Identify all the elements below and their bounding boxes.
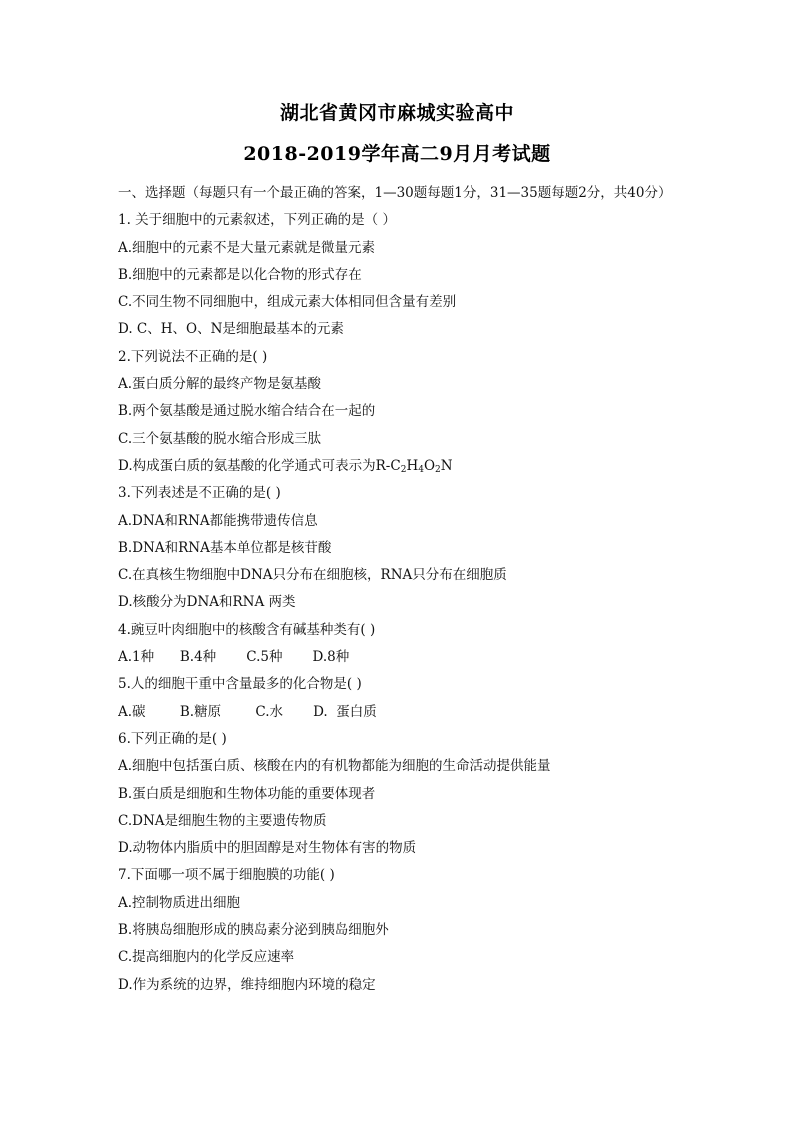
option-b: B.两个氨基酸是通过脱水缩合结合在一起的 <box>118 403 376 420</box>
question-stem: 1. 关于细胞中的元素叙述，下列正确的是（ ） <box>118 212 396 229</box>
exam-school-title: 湖北省黄冈市麻城实验高中 <box>279 102 514 124</box>
option-d <box>118 453 678 480</box>
option-a: A.蛋白质分解的最终产物是氨基酸 <box>118 376 322 393</box>
option-a: A.细胞中的元素不是大量元素就是微量元素 <box>118 239 376 256</box>
amino-acid-formula: $R-C_2H_4O_2N$ <box>375 457 453 475</box>
section-heading: 一、选择题（每题只有一个最正确的答案，1—30题每题1分，31—35题每题2分，共40分） <box>118 185 672 201</box>
options-inline: A.1种 B.4种 C.5种 D.8种 <box>118 649 350 666</box>
question-stem: 7.下面哪一项不属于细胞膜的功能( ) <box>118 867 335 884</box>
question-stem: 5.人的细胞干重中含量最多的化合物是( ) <box>118 676 362 693</box>
option-d: D.作为系统的边界，维持细胞内环境的稳定 <box>118 976 376 993</box>
options-inline: A.碳 B.糖原 C.水 D. 蛋白质 <box>118 703 377 720</box>
question-stem: 2.下列说法不正确的是( ) <box>118 348 268 365</box>
option-d: D. C、H、O、N是细胞最基本的元素 <box>118 321 344 338</box>
question-stem: 4.豌豆叶肉细胞中的核酸含有碱基种类有( ) <box>118 621 376 638</box>
option-c: C.三个氨基酸的脱水缩合形成三肽 <box>118 430 322 447</box>
question-stem: 3.下列表述是不正确的是( ) <box>118 485 281 502</box>
option-c: C.不同生物不同细胞中，组成元素大体相同但含量有差别 <box>118 294 457 311</box>
option-d: D.核酸分为DNA和RNA 两类 <box>118 594 296 611</box>
option-d-text: D.构成蛋白质的氨基酸的化学通式可表示为 <box>118 457 376 474</box>
option-c: C.在真核生物细胞中DNA只分布在细胞核，RNA只分布在细胞质 <box>118 567 507 584</box>
option-c: C.DNA是细胞生物的主要遗传物质 <box>118 812 327 829</box>
option-d: D.动物体内脂质中的胆固醇是对生物体有害的物质 <box>118 840 417 857</box>
question-stem: 6.下列正确的是( ) <box>118 730 227 747</box>
exam-content <box>118 180 678 999</box>
option-b: B.DNA和RNA基本单位都是核苷酸 <box>118 539 332 556</box>
exam-title: 2018-2019学年高二9月月考试题 <box>243 143 551 165</box>
option-c: C.提高细胞内的化学反应速率 <box>118 949 295 966</box>
option-a: A.细胞中包括蛋白质、核酸在内的有机物都能为细胞的生命活动提供能量 <box>118 758 551 775</box>
option-b: B.细胞中的元素都是以化合物的形式存在 <box>118 266 362 283</box>
option-b: B.将胰岛细胞形成的胰岛素分泌到胰岛细胞外 <box>118 922 389 939</box>
option-a: A.DNA和RNA都能携带遗传信息 <box>118 512 318 529</box>
option-b: B.蛋白质是细胞和生物体功能的重要体现者 <box>118 785 376 802</box>
option-a: A.控制物质进出细胞 <box>118 894 241 911</box>
